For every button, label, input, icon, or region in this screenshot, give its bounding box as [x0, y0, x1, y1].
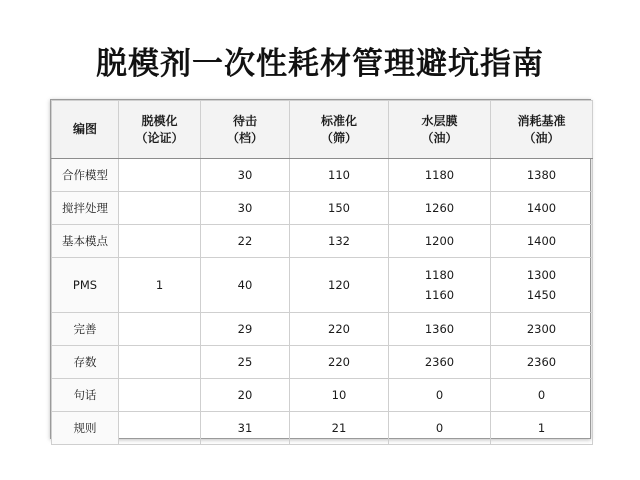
- consumables-table: [50, 99, 591, 439]
- table-cell: 31: [201, 412, 290, 445]
- table-cell: [119, 192, 201, 225]
- table-cell: [119, 412, 201, 445]
- table-cell: 1260: [389, 192, 491, 225]
- table-cell: [119, 313, 201, 346]
- column-header-label: 编图: [72, 122, 97, 136]
- table-cell: 20: [201, 379, 290, 412]
- table-cell: 1360: [389, 313, 491, 346]
- table-cell: 30: [201, 192, 290, 225]
- table-row: [52, 258, 593, 313]
- table-cell: 10: [290, 379, 389, 412]
- table-cell: 2360: [491, 346, 593, 379]
- table-cell: 1: [491, 412, 593, 445]
- table-cell: 120: [290, 258, 389, 313]
- column-header-label: 水层膜: [421, 113, 458, 128]
- table-cell: 1200: [389, 225, 491, 258]
- page-title: 脱模剂一次性耗材管理避坑指南: [96, 46, 544, 82]
- row-label-cell: 完善: [52, 313, 119, 346]
- cell-value-line: 1300: [526, 268, 557, 282]
- table-cell: 1400: [491, 192, 593, 225]
- table-row: [52, 379, 593, 412]
- column-header: [52, 101, 119, 159]
- table-cell: [491, 258, 593, 313]
- table-cell: 1400: [491, 225, 593, 258]
- column-header-unit: （筛）: [320, 130, 357, 145]
- column-header-label: 消耗基准: [517, 113, 566, 128]
- column-header: [389, 101, 491, 159]
- column-header-unit: （档）: [226, 130, 263, 145]
- table-cell: 0: [389, 379, 491, 412]
- table-cell: [389, 258, 491, 313]
- table-cell: 150: [290, 192, 389, 225]
- table-cell: 2360: [389, 346, 491, 379]
- column-header: [491, 101, 593, 159]
- row-label-cell: 存数: [52, 346, 119, 379]
- table-cell: [119, 225, 201, 258]
- row-label-cell: 合作模型: [52, 159, 119, 192]
- row-label-cell: 基本模点: [52, 225, 119, 258]
- table-cell: 22: [201, 225, 290, 258]
- table-cell: [119, 159, 201, 192]
- column-header-unit: （论证）: [135, 130, 184, 145]
- table-row: [52, 412, 593, 445]
- row-label-cell: 句话: [52, 379, 119, 412]
- table-row: [52, 192, 593, 225]
- row-label-cell: 搅拌处理: [52, 192, 119, 225]
- table-cell: 0: [491, 379, 593, 412]
- cell-value-line: 1160: [424, 288, 455, 302]
- cell-value-line: 1180: [424, 268, 455, 282]
- table-row: [52, 313, 593, 346]
- table-header-row: [52, 101, 593, 159]
- column-header: [290, 101, 389, 159]
- table-cell: 21: [290, 412, 389, 445]
- row-label-cell: 规则: [52, 412, 119, 445]
- table-cell: 25: [201, 346, 290, 379]
- table-cell: 132: [290, 225, 389, 258]
- table-cell: 2300: [491, 313, 593, 346]
- column-header-unit: （油）: [523, 130, 560, 145]
- table-row: [52, 346, 593, 379]
- table-row: [52, 159, 593, 192]
- table-cell: 30: [201, 159, 290, 192]
- table-row: [52, 225, 593, 258]
- data-table: [51, 100, 593, 445]
- column-header-label: 标准化: [320, 113, 357, 128]
- table-body: [52, 159, 593, 445]
- table-cell: 40: [201, 258, 290, 313]
- table-cell: 29: [201, 313, 290, 346]
- table-cell: 1: [119, 258, 201, 313]
- table-cell: [119, 346, 201, 379]
- cell-value-line: 1450: [526, 288, 557, 302]
- column-header: [119, 101, 201, 159]
- table-cell: 220: [290, 313, 389, 346]
- table-cell: 220: [290, 346, 389, 379]
- table-cell: 110: [290, 159, 389, 192]
- table-cell: 1380: [491, 159, 593, 192]
- table-cell: [119, 379, 201, 412]
- table-cell: 0: [389, 412, 491, 445]
- row-label-cell: PMS: [52, 258, 119, 313]
- column-header-label: 脱模化: [141, 113, 178, 128]
- table-cell: 1180: [389, 159, 491, 192]
- column-header-label: 待击: [232, 113, 257, 128]
- column-header-unit: （油）: [421, 130, 458, 145]
- column-header: [201, 101, 290, 159]
